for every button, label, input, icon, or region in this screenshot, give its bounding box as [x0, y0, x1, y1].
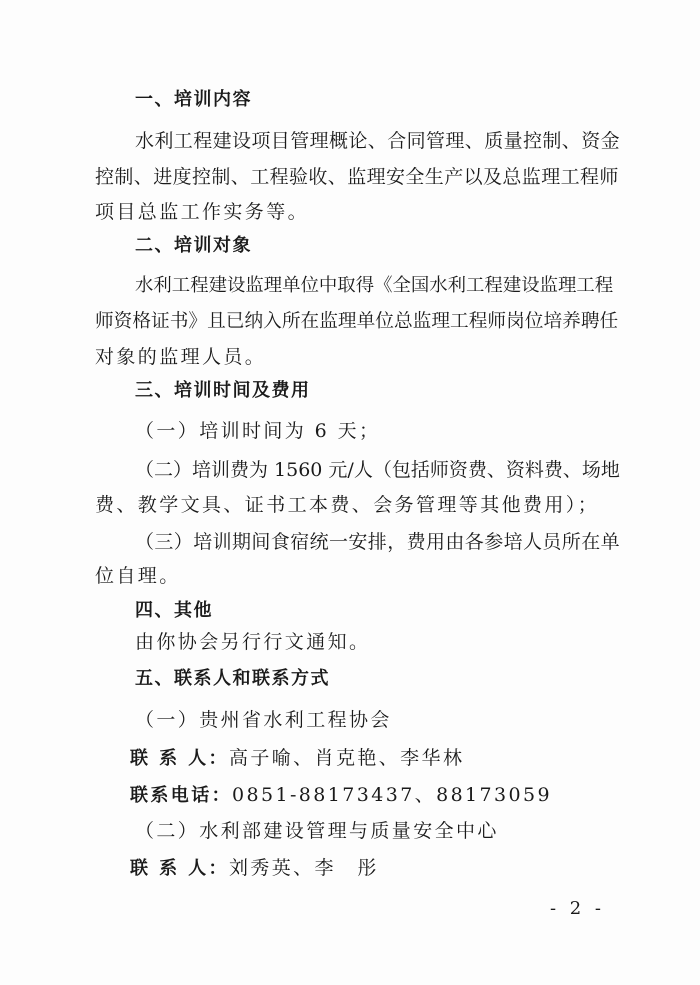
- paragraph-line: 控制、进度控制、工程验收、监理安全生产以及总监理工程师: [95, 166, 619, 188]
- paragraph-line: 对象的监理人员。: [95, 346, 267, 368]
- contact-value: 高子喻、肖克艳、李华林: [228, 747, 465, 769]
- fee-item: （三）培训期间食宿统一安排，费用由各参培人员所在单: [135, 531, 621, 553]
- phone-row: [130, 782, 552, 809]
- contact-key: 联 系 人：: [130, 858, 229, 879]
- page-number: - 2 -: [549, 898, 605, 919]
- contact-org: （二）水利部建设管理与质量安全中心: [135, 820, 499, 842]
- contact-row: [130, 745, 464, 772]
- paragraph-line: 由你协会另行行文通知。: [135, 631, 371, 653]
- phone-value: 0851-88173437、88173059: [232, 784, 552, 806]
- fee-item: （二）培训费为 1560 元/人（包括师资费、资料费、场地: [135, 459, 620, 481]
- contact-row: [130, 855, 379, 882]
- fee-item: 位自理。: [95, 565, 181, 587]
- paragraph-line: 项目总监工作实务等。: [95, 201, 310, 223]
- paragraph-line: 师资格证书》且已纳入所在监理单位总监理工程师岗位培养聘任: [95, 311, 619, 332]
- contact-org: （一）贵州省水利工程协会: [135, 709, 392, 731]
- heading-training-target: 二、培训对象: [135, 235, 252, 256]
- fee-item: 费、教学文具、证书工本费、会务管理等其他费用）；: [95, 494, 600, 516]
- heading-time-and-fees: 三、培训时间及费用: [135, 380, 311, 401]
- fee-item: （一）培训时间为 6 天；: [135, 420, 381, 442]
- contact-value: 刘秀英、李 彤: [228, 857, 379, 879]
- heading-other: 四、其他: [135, 600, 213, 621]
- heading-contacts: 五、联系人和联系方式: [135, 668, 330, 689]
- contact-key: 联 系 人：: [130, 748, 229, 769]
- phone-key: 联系电话：: [130, 785, 232, 806]
- paragraph-line: 水利工程建设项目管理概论、合同管理、质量控制、资金: [135, 130, 621, 152]
- paragraph-line: 水利工程建设监理单位中取得《全国水利工程建设监理工程: [135, 275, 614, 296]
- heading-training-content: 一、培训内容: [135, 89, 252, 110]
